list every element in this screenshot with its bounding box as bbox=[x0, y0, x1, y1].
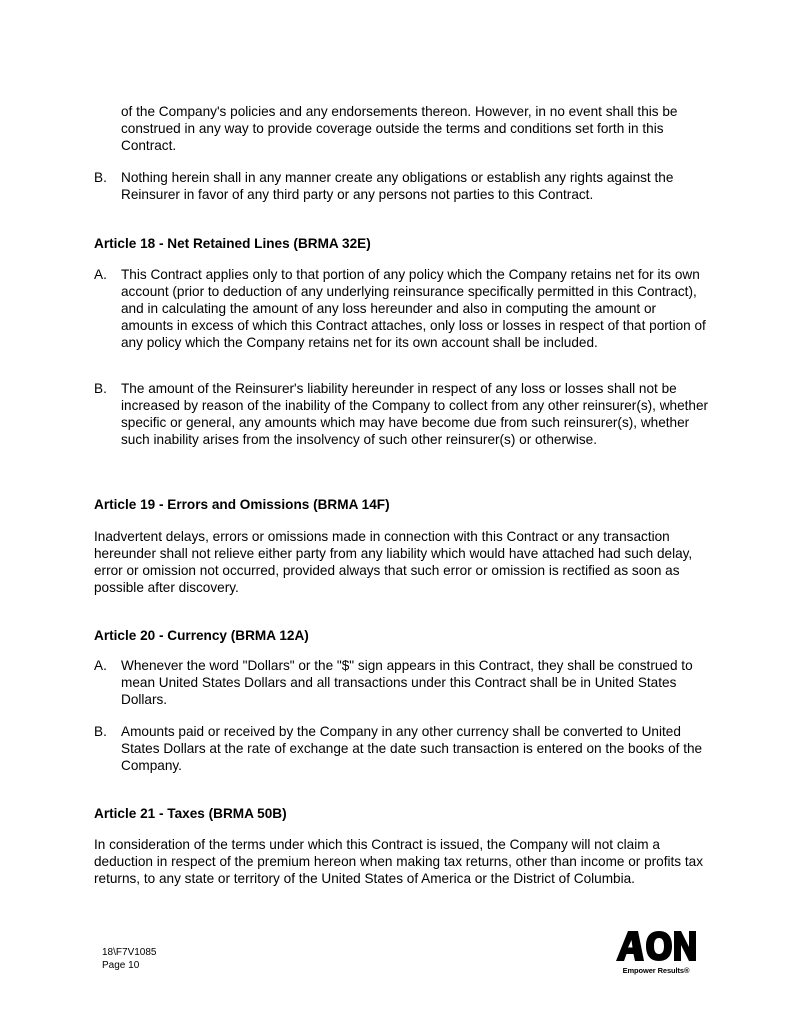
article-18-heading: Article 18 - Net Retained Lines (BRMA 32E) bbox=[94, 236, 371, 251]
aon-logo-mark bbox=[614, 928, 698, 964]
article-18-item-a-letter: A. bbox=[94, 267, 107, 282]
article-19-text: Inadvertent delays, errors or omissions made in connection with this Contract or any transaction hereunder shall not relieve either party from any liability which would have attached had such delay, error or omission not occurred, provided always that such error or omission is rectified as soon as possible after discovery. bbox=[94, 529, 693, 595]
article-20-item-a-letter: A. bbox=[94, 658, 107, 673]
article-20-item-b-text: Amounts paid or received by the Company in any other currency shall be converted to United States Dollars at the rate of exchange at the date such transaction is entered on the books of the Company. bbox=[121, 724, 703, 773]
intro-item-b-text: Nothing herein shall in any manner create any obligations or establish any rights against the Reinsurer in favor of any third party or any persons not parties to this Contract. bbox=[121, 170, 674, 202]
article-20-heading: Article 20 - Currency (BRMA 12A) bbox=[94, 628, 309, 643]
article-19-heading: Article 19 - Errors and Omissions (BRMA 14F) bbox=[94, 497, 390, 512]
aon-tagline: Empower Results® bbox=[622, 966, 690, 975]
footer-document-code: 18\F7V1085 bbox=[102, 947, 157, 958]
intro-item-b-letter: B. bbox=[94, 170, 107, 185]
article-18-item-a-text: This Contract applies only to that portion of any policy which the Company retains net for its own account (prior to deduction of any underlying reinsurance specifically permitted in this Contract), and in calculating the amount of any loss hereunder and also in computing the amount or amounts in excess of which this Contract attaches, only loss or losses in respect of that portion of any policy which the Company retains net for its own account shall be included. bbox=[121, 267, 706, 350]
article-21-heading: Article 21 - Taxes (BRMA 50B) bbox=[94, 806, 287, 821]
intro-paragraph: of the Company's policies and any endorsements thereon. However, in no event shall this be construed in any way to provide coverage outside the terms and conditions set forth in this Contract. bbox=[121, 104, 678, 153]
aon-logo bbox=[614, 928, 698, 978]
article-20-item-a-text: Whenever the word "Dollars" or the "$" sign appears in this Contract, they shall be construed to mean United States Dollars and all transactions under this Contract shall be in United States Dollars. bbox=[121, 658, 693, 707]
article-20-item-b-letter: B. bbox=[94, 724, 107, 739]
footer-page-number: Page 10 bbox=[102, 960, 140, 971]
article-18-item-b-letter: B. bbox=[94, 381, 107, 396]
article-18-item-b-text: The amount of the Reinsurer's liability hereunder in respect of any loss or losses shall not be increased by reason of the inability of the Company to collect from any other reinsurer(s), whether specific or general, any amounts which may have become due from such reinsurer(s), whether such inability arises from the insolvency of such other reinsurer(s) or otherwise. bbox=[121, 381, 709, 447]
article-21-text: In consideration of the terms under which this Contract is issued, the Company will not claim a deduction in respect of the premium hereon when making tax returns, other than income or profits tax returns, to any state or territory of the United States of America or the District of Columbia. bbox=[94, 837, 704, 886]
